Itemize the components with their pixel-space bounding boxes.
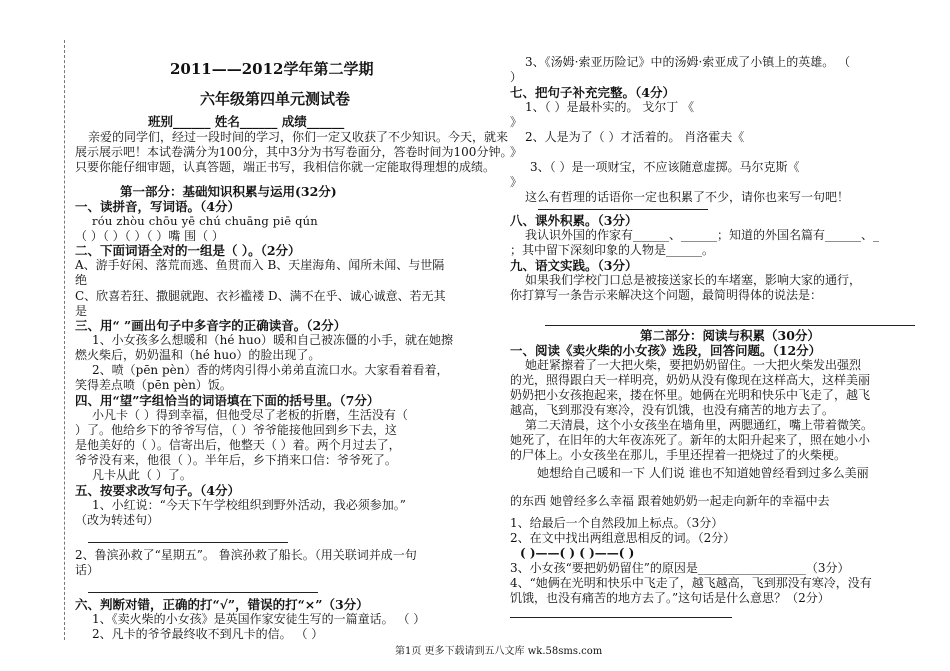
student-info: 班别______ 姓名______ 成绩______ — [148, 114, 345, 129]
exam-year-title: 2011——2012学年第二学期 — [170, 60, 374, 78]
intro-line: 只要你能仔细审题，认真答题，端正书写，我相信你就一定能取得理想的成绩。 — [75, 160, 496, 174]
q4-line: 是他美好的（ ）。信寄出后，他整天（ ）着。两个月过去了， — [75, 438, 401, 452]
q3-line: 2、喷（pēn pèn）香的烤肉引得小弟弟直流口水。大家看着看着， — [92, 363, 449, 377]
q8-line: 我认识外国的作家有______、______；知道的外国名篇有______、_ — [525, 228, 880, 242]
reading-passage-line: 奶奶把小女孩抱起来，搂在怀里。她俩在光明和快乐中飞走了，越飞 — [510, 388, 871, 402]
q1-title: 一、读拼音，写词语。（4分） — [75, 199, 240, 214]
intro-line: 展示展示吧！本试卷满分为100分，其中3分为书写卷面分，答卷时间为100分钟。 — [75, 145, 513, 159]
reading-passage-line: 的尸体上。小女孩坐在那儿，手里还捏着一把烧过了的火柴梗。 — [510, 448, 847, 462]
part1-title: 第一部分：基础知识积累与运用(32分) — [120, 184, 337, 199]
q9-line: 如果我们学校门口总是被接送家长的车堵塞，影响大家的通行， — [525, 273, 862, 287]
q1-answer-blanks: （ ）（ ）（ ）（ ）嘴 围（ ） — [75, 229, 224, 243]
q7-answer-line[interactable] — [538, 209, 708, 210]
q7-line: 1、（ ）是最朴实的。 戈尔丁 《 — [525, 100, 695, 114]
q7-line: 》 — [510, 115, 523, 129]
exam-subtitle: 六年级第四单元测试卷 — [200, 90, 351, 108]
reading-passage-line: 她死了，在旧年的大年夜冻死了。新年的太阳升起来了，照在她小小 — [510, 433, 871, 447]
q6-line: 1、《卖火柴的小女孩》是英国作家安徒生写的一篇童话。 （ ） — [92, 612, 426, 626]
q9-line: 你打算写一条告示来解决这个问题，最简明得体的说法是： — [510, 288, 823, 302]
q7-line: 2、人是为了（ ）才活着的。 肖洛霍夫《 — [525, 130, 745, 144]
q5-line: 话） — [75, 563, 100, 577]
reading-question: 3、小女孩“要把奶奶留住”的原因是__________________（3分） — [510, 561, 850, 575]
q2-option-line: 绝 — [75, 273, 88, 287]
q5-answer-line[interactable] — [88, 592, 318, 593]
reading-passage-line: 越高，飞到那没有寒冷，没有饥饿，也没有痛苦的地方去了。 — [510, 403, 835, 417]
q6-line: 3、《汤姆·索亚历险记》中的汤姆·索亚成了小镇上的英雄。 （ — [525, 55, 851, 69]
q8-line: ；其中留下深刻印象的人物是______。 — [510, 243, 715, 257]
q3-line: 1、小女孩多么想暖和（hé huo）暖和自己被冻僵的小手，就在她擦 — [92, 333, 453, 347]
q5-line: （改为转述句） — [75, 513, 160, 527]
q5-title: 五、按要求改写句子。（4分） — [75, 483, 240, 498]
q5-line: 2、鲁滨孙救了“星期五”。 鲁滨孙救了船长。（用关联词并成一句 — [75, 548, 417, 562]
reading-answer-line[interactable] — [510, 617, 732, 618]
q6-line: 2、凡卡的爷爷最终收不到凡卡的信。 （ ） — [92, 627, 324, 641]
q6-title: 六、判断对错，正确的打“√”，错误的打“×”（3分） — [75, 597, 369, 612]
q9-title: 九、语文实践。（3分） — [510, 258, 638, 273]
q6-line: ） — [510, 70, 523, 84]
reading-passage-line: 她赶紧擦着了一大把火柴，要把奶奶留住。一大把火柴发出强烈 — [525, 358, 862, 372]
q5-line: 1、小红说：“今天下午学校组织到野外活动，我必须参加。” — [92, 498, 406, 512]
q7-line: 3、（ ）是一项财宝，不应该随意虚掷。马尔克斯《 — [530, 160, 800, 174]
page-footer: 第1页 更多下载请到五八文库 wk.58sms.com — [395, 646, 603, 657]
reading-title: 一、阅读《卖火柴的小女孩》选段，回答问题。（12分） — [510, 343, 822, 358]
reading-unpunctuated-line: 的东西 她曾经多么幸福 跟着她奶奶一起走向新年的幸福中去 — [510, 494, 830, 508]
q2-option-line: A、游手好闲、落荒而逃、鱼贯而入 B、天崖海角、闻所未闻、与世隔 — [75, 258, 445, 272]
q3-line: 燃火柴后，奶奶温和（hé huo）的脸出现了。 — [75, 348, 321, 362]
q4-line: 凡卡从此（ ）了。 — [92, 468, 192, 482]
reading-question: 饥饿，也没有痛苦的地方去了。”这句话是什么意思？（2分） — [510, 591, 830, 605]
q7-line: 这么有哲理的话语你一定也积累了不少，请你也来写一句吧！ — [525, 190, 850, 204]
q3-title: 三、用“ ”画出句子中多音字的正确读音。（2分） — [75, 318, 347, 333]
q4-line: ）了。他给乡下的爷爷写信，（ ）爷爷能接他回到乡下去，这 — [75, 423, 397, 437]
q1-pinyin: róu zhòu chōu yē chú chuāng piē qún — [92, 214, 318, 228]
reading-antonym-blanks[interactable]: ( )——( ) ( )——( ) — [520, 546, 635, 560]
part2-title: 第二部分：阅读与积累（30分） — [640, 328, 820, 343]
reading-question: 1、给最后一个自然段加上标点。（3分） — [510, 516, 724, 530]
intro-line: 亲爱的同学们，经过一段时间的学习，你们一定又收获了不少知识。今天，就来 — [88, 130, 509, 144]
q4-line: 爷爷没有来，他很（ ）。半年后，乡下捎来口信：爷爷死了。 — [75, 453, 397, 467]
q8-title: 八、课外积累。（3分） — [510, 213, 638, 228]
q4-title: 四、用“望”字组恰当的词语填在下面的括号里。（7分） — [75, 393, 380, 408]
q9-answer-line[interactable] — [545, 325, 915, 326]
q7-line: 》 — [510, 175, 523, 189]
reading-question: 2、在文中找出两组意思相反的词。（2分） — [510, 531, 736, 545]
q7-title: 七、把句子补充完整。（4分） — [510, 85, 675, 100]
q4-line: 小凡卡（ ）得到幸福，但他受尽了老板的折磨，生活没有（ — [92, 408, 408, 422]
binding-margin-line — [64, 40, 65, 640]
reading-passage-line: 第二天清晨，这个小女孩坐在墙角里，两腮通红，嘴上带着微笑。 — [525, 418, 874, 432]
q2-option-line: C、欣喜若狂、撒腿就跑、衣衫褴褛 D、满不在乎、诚心诚意、若无其 — [75, 289, 446, 303]
q3-line: 笑得差点喷（pēn pèn）饭。 — [75, 378, 232, 392]
reading-unpunctuated-line: 她想给自己暖和一下 人们说 谁也不知道她曾经看到过多么美丽 — [537, 466, 869, 480]
q2-title: 二、下面词语全对的一组是（ ）。（2分） — [75, 243, 301, 258]
q5-answer-line[interactable] — [88, 542, 288, 543]
reading-question: 4、“她俩在光明和快乐中飞走了，越飞越高，飞到那没有寒冷，没有 — [510, 576, 872, 590]
q2-option-line: 是 — [75, 304, 88, 318]
q7-line: 》 — [510, 145, 523, 159]
reading-passage-line: 的光，照得跟白天一样明亮，奶奶从没有像现在这样高大，这样美丽 — [510, 373, 871, 387]
